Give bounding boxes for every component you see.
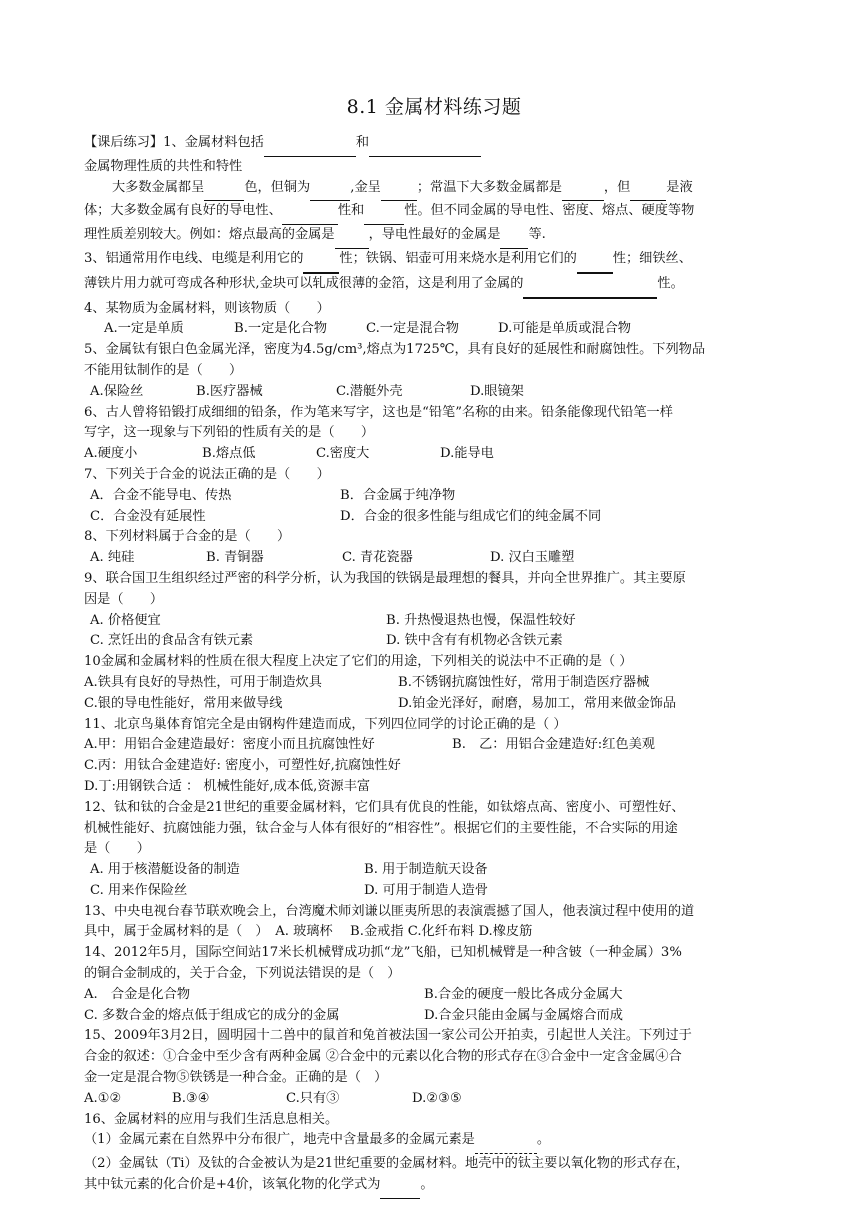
q9-option-b[interactable]: B. 升热慢退热也慢，保温性较好 xyxy=(386,612,576,628)
q12-option-d[interactable]: D. 可用于制造人造骨 xyxy=(364,882,488,898)
q14-option-d[interactable]: D.合金只能由金属与金属熔合而成 xyxy=(424,1007,623,1023)
q2-text-l: 等. xyxy=(528,227,546,243)
q12-option-c[interactable]: C. 用来作保险丝 xyxy=(90,882,188,898)
question-10-stem: 10金属和金属材料的性质在很大程度上决定了它们的用途，下列相关的说法中不正确的是（ ） xyxy=(84,654,633,670)
question-3-line-1 xyxy=(84,249,784,274)
q8-option-c[interactable]: C. 青花瓷器 xyxy=(342,550,413,566)
q2-text-g: 体；大多数金属有良好的导电性、 xyxy=(84,203,282,219)
q2-text-i: 性。但不同金属的导电性、密度、熔点、硬度等物 xyxy=(404,203,695,219)
question-14-line-2: 的铜合金制成的，关于合金，下列说法错误的是（ ） xyxy=(84,966,401,982)
q2-text-f: 是液 xyxy=(666,179,693,195)
question-7-options-row-1 xyxy=(84,486,784,507)
q15-option-b[interactable]: B.③④ xyxy=(172,1090,210,1106)
q8-option-b[interactable]: B. 青铜器 xyxy=(206,550,264,566)
q2-text-k: ，导电性最好的金属是 xyxy=(368,227,501,243)
q2-text-a: 大多数金属都呈 xyxy=(112,179,205,195)
q1-and: 和 xyxy=(355,135,370,150)
question-15-line-2: 合金的叙述：①合金中至少含有两种金属 ②合金中的元素以化合物的形式存在③合金中一定含金属④合 xyxy=(84,1049,682,1065)
question-15-line-1: 15、2009年3月2日，圆明园十二兽中的鼠首和兔首被法国一家公司公开拍卖，引起世人关注。下列过于 xyxy=(84,1028,692,1044)
q9-option-a[interactable]: A. 价格便宜 xyxy=(90,612,161,628)
q8-option-a[interactable]: A. 纯硅 xyxy=(90,550,135,566)
question-12-line-1: 12、钛和钛的合金是21世纪的重要金属材料，它们具有优良的性能，如钛熔点高、密度小、可塑性好、 xyxy=(84,799,685,815)
q5-option-b[interactable]: B.医疗器械 xyxy=(196,383,263,399)
q16-part-1-text: （1）金属元素在自然界中分布很广，地壳中含量最多的金属元素是 xyxy=(84,1132,475,1148)
question-3-line-2 xyxy=(84,274,784,299)
question-12-line-3: 是（ ） xyxy=(84,841,150,857)
question-8-options xyxy=(84,548,784,569)
q9-option-d[interactable]: D. 铁中含有有机物必含铁元素 xyxy=(386,633,563,649)
question-13-line-2: 具中，属于金属材料的是（ ） A. 玻璃杯 B.金戒指 C.化纤布料 D.橡皮筋 xyxy=(84,924,533,940)
question-16-part-2-line-2 xyxy=(84,1175,784,1199)
q7-option-d[interactable]: D．合金的很多性能与组成它们的纯金属不同 xyxy=(340,508,602,524)
q10-option-d[interactable]: D.铂金光泽好，耐磨，易加工，常用来做金饰品 xyxy=(398,695,677,711)
q8-option-d[interactable]: D. 汉白玉雕塑 xyxy=(490,550,575,566)
question-7-stem: 7、下列关于合金的说法正确的是（ ） xyxy=(84,466,330,482)
q11-option-a[interactable]: A.甲：用铝合金建造最好：密度小而且抗腐蚀性好 xyxy=(84,737,375,753)
q16-part-1-end: 。 xyxy=(536,1132,551,1148)
q11-option-d[interactable]: D.丁:用钢铁合适 ： 机械性能好,成本低,资源丰富 xyxy=(84,778,371,794)
question-7-options-row-2 xyxy=(84,507,784,528)
q2-text-j: 理性质差别较大。例如：熔点最高的金属是 xyxy=(84,227,335,243)
q14-option-c[interactable]: C. 多数合金的熔点低于组成它的成分的金属 xyxy=(84,1007,340,1023)
question-2-line-3 xyxy=(84,225,784,249)
q2-blank-4[interactable] xyxy=(562,180,604,202)
q6-option-c[interactable]: C.密度大 xyxy=(316,446,370,462)
question-6-line-1: 6、古人曾将铅锻打成细细的铅条，作为笔来写字，这也是“铅笔”名称的由来。铅条能像现代铅笔一样 xyxy=(84,404,673,420)
question-15-options xyxy=(84,1089,784,1110)
question-14-line-1: 14、2012年5月，国际空间站17米长机械臂成功抓“龙”飞船，已知机械臂是一种含铍（一种金属）3% xyxy=(84,945,682,961)
q3-text-e: 性。 xyxy=(657,275,684,291)
q6-option-b[interactable]: B.熔点低 xyxy=(202,446,256,462)
q4-option-b[interactable]: B.一定是化合物 xyxy=(234,321,328,337)
question-6-line-2: 写字，这一现象与下列铅的性质有关的是（ ） xyxy=(84,425,375,441)
question-11-stem: 11、北京鸟巢体育馆完全是由钢构件建造而成，下列四位同学的讨论正确的是（ ） xyxy=(84,716,567,732)
question-10-options-row-2 xyxy=(84,694,784,715)
q3-blank-3[interactable] xyxy=(523,276,657,299)
question-16-part-1 xyxy=(84,1130,784,1154)
q3-text-c: 性；细铁丝、 xyxy=(612,250,692,266)
q11-option-c[interactable]: C.丙：用钛合金建造好: 密度小，可塑性好,抗腐蚀性好 xyxy=(84,758,401,774)
q2-text-d: ；常温下大多数金属都是 xyxy=(416,179,562,195)
question-14-options-row-2 xyxy=(84,1006,784,1027)
q14-option-b[interactable]: B.合金的硬度一般比各成分金属大 xyxy=(424,986,623,1002)
q16-blank-2[interactable] xyxy=(380,1177,420,1199)
q16-part-2-text: 其中钛元素的化合价是+4价，该氧化物的化学式为 xyxy=(84,1177,381,1193)
q4-option-a[interactable]: A.一定是单质 xyxy=(104,321,184,337)
q7-option-a[interactable]: A．合金不能导电、传热 xyxy=(90,487,232,503)
page-title: 8.1 金属材料练习题 xyxy=(346,96,522,118)
q15-option-d[interactable]: D.②③⑤ xyxy=(412,1090,462,1106)
question-15-line-3: 金一定是混合物⑤铁锈是一种合金。正确的是（ ） xyxy=(84,1070,388,1086)
q14-option-a[interactable]: A. 合金是化合物 xyxy=(84,986,191,1002)
question-16-stem: 16、金属材料的应用与我们生活息息相关。 xyxy=(84,1111,339,1127)
question-6-options xyxy=(84,444,784,465)
q2-blank-6[interactable] xyxy=(282,203,338,225)
q2-text-h: 性和 xyxy=(337,203,365,219)
section-heading: 金属物理性质的共性和特性 xyxy=(84,158,243,174)
q2-text-c: ,金呈 xyxy=(350,179,381,195)
q12-option-a[interactable]: A. 用于核潜艇设备的制造 xyxy=(90,862,240,878)
q16-blank-1[interactable] xyxy=(475,1132,537,1154)
q4-option-d[interactable]: D.可能是单质或混合物 xyxy=(498,321,631,337)
question-14-options-row-1 xyxy=(84,985,784,1006)
q15-option-a[interactable]: A.①② xyxy=(84,1090,122,1106)
q7-option-b[interactable]: B．合金属于纯净物 xyxy=(340,487,456,503)
question-5-line-2: 不能用钛制作的是（ ） xyxy=(84,362,243,378)
question-16-part-2-line-1: （2）金属钛（Ti）及钛的合金被认为是21世纪重要的金属材料。地壳中的钛主要以氧化物的形式存在， xyxy=(84,1156,690,1172)
q4-option-c[interactable]: C.一定是混合物 xyxy=(366,321,459,337)
q10-option-b[interactable]: B.不锈钢抗腐蚀性好，常用于制造医疗器械 xyxy=(398,674,650,690)
q10-option-c[interactable]: C.银的导电性能好，常用来做导线 xyxy=(84,695,283,711)
question-9-line-1: 9、联合国卫生组织经过严密的科学分析，认为我国的铁锅是最理想的餐具，并向全世界推广。其主要原 xyxy=(84,570,686,586)
q2-blank-9[interactable] xyxy=(500,227,528,249)
question-8-stem: 8、下列材料属于合金的是（ ） xyxy=(84,529,291,545)
q5-option-d[interactable]: D.眼镜架 xyxy=(470,383,524,399)
q10-option-a[interactable]: A.铁具有良好的导热性，可用于制造炊具 xyxy=(84,674,322,690)
question-12-options-row-1 xyxy=(84,860,784,881)
q12-option-b[interactable]: B. 用于制造航天设备 xyxy=(364,862,488,878)
question-9-options-row-1 xyxy=(84,611,784,632)
question-10-options-row-1 xyxy=(84,673,784,694)
q3-text-d: 薄铁片用力就可弯成各种形状,金块可以轧成很薄的金箔，这是利用了金属的 xyxy=(84,275,524,291)
question-4-stem: 4、某物质为金属材料，则该物质（ ） xyxy=(84,300,330,316)
question-4-options xyxy=(84,319,784,340)
q5-option-a[interactable]: A.保险丝 xyxy=(90,383,144,399)
q1-blank-1[interactable] xyxy=(264,135,356,157)
q6-option-a[interactable]: A.硬度小 xyxy=(84,446,138,462)
q3-text-b: 性；铁锅、铝壶可用来烧水是利用它们的 xyxy=(339,250,577,266)
question-9-options-row-2 xyxy=(84,631,784,652)
question-2-line-2 xyxy=(84,201,784,225)
q9-option-c[interactable]: C. 烹饪出的食品含有铁元素 xyxy=(90,633,254,649)
q15-option-c[interactable]: C.只有③ xyxy=(286,1090,340,1106)
q3-blank-2[interactable] xyxy=(577,251,613,274)
question-5-options xyxy=(84,382,784,403)
q5-option-c[interactable]: C.潜艇外壳 xyxy=(336,383,403,399)
question-11-options-row-1 xyxy=(84,735,784,756)
q1-blank-2[interactable] xyxy=(369,135,481,157)
q2-blank-7[interactable] xyxy=(364,203,404,225)
q3-text-a: 3、铝通常用作电线、电缆是利用它的 xyxy=(84,250,304,266)
q2-blank-8[interactable] xyxy=(335,227,369,249)
q11-option-b[interactable]: B. 乙：用铝合金建造好:红色美观 xyxy=(452,737,655,753)
q6-option-d[interactable]: D.能导电 xyxy=(440,446,494,462)
q2-blank-1[interactable] xyxy=(204,180,244,202)
q2-blank-3[interactable] xyxy=(381,180,417,202)
question-12-options-row-2 xyxy=(84,881,784,902)
question-1 xyxy=(84,133,784,157)
question-9-line-2: 因是（ ） xyxy=(84,591,164,607)
question-13-line-1: 13、中央电视台春节联欢晚会上，台湾魔术师刘谦以匪夷所思的表演震撼了国人，他表演过程中使用的道 xyxy=(84,903,695,919)
q2-text-b: 色，但铜为 xyxy=(244,179,311,195)
question-12-line-2: 机械性能好、抗腐蚀能力强，钛合金与人体有很好的“相容性”。根据它们的主要性能，不合实际的用途 xyxy=(84,820,678,836)
q2-blank-2[interactable] xyxy=(310,180,350,202)
q16-part-2-end: 。 xyxy=(420,1177,434,1193)
q2-text-e: ，但 xyxy=(603,179,631,195)
q7-option-c[interactable]: C．合金没有延展性 xyxy=(90,508,206,524)
question-5-line-1: 5、金属钛有银白色金属光泽，密度为4.5g/cm³,熔点为1725℃，具有良好的延展性和耐腐蚀性。下列物品 xyxy=(84,342,706,358)
worksheet-page xyxy=(84,92,784,1199)
q2-blank-5[interactable] xyxy=(630,180,666,202)
question-2-line-1 xyxy=(84,178,784,202)
q1-text: 【课后练习】1、金属材料包括 xyxy=(84,135,264,150)
q3-blank-1[interactable] xyxy=(303,251,339,274)
